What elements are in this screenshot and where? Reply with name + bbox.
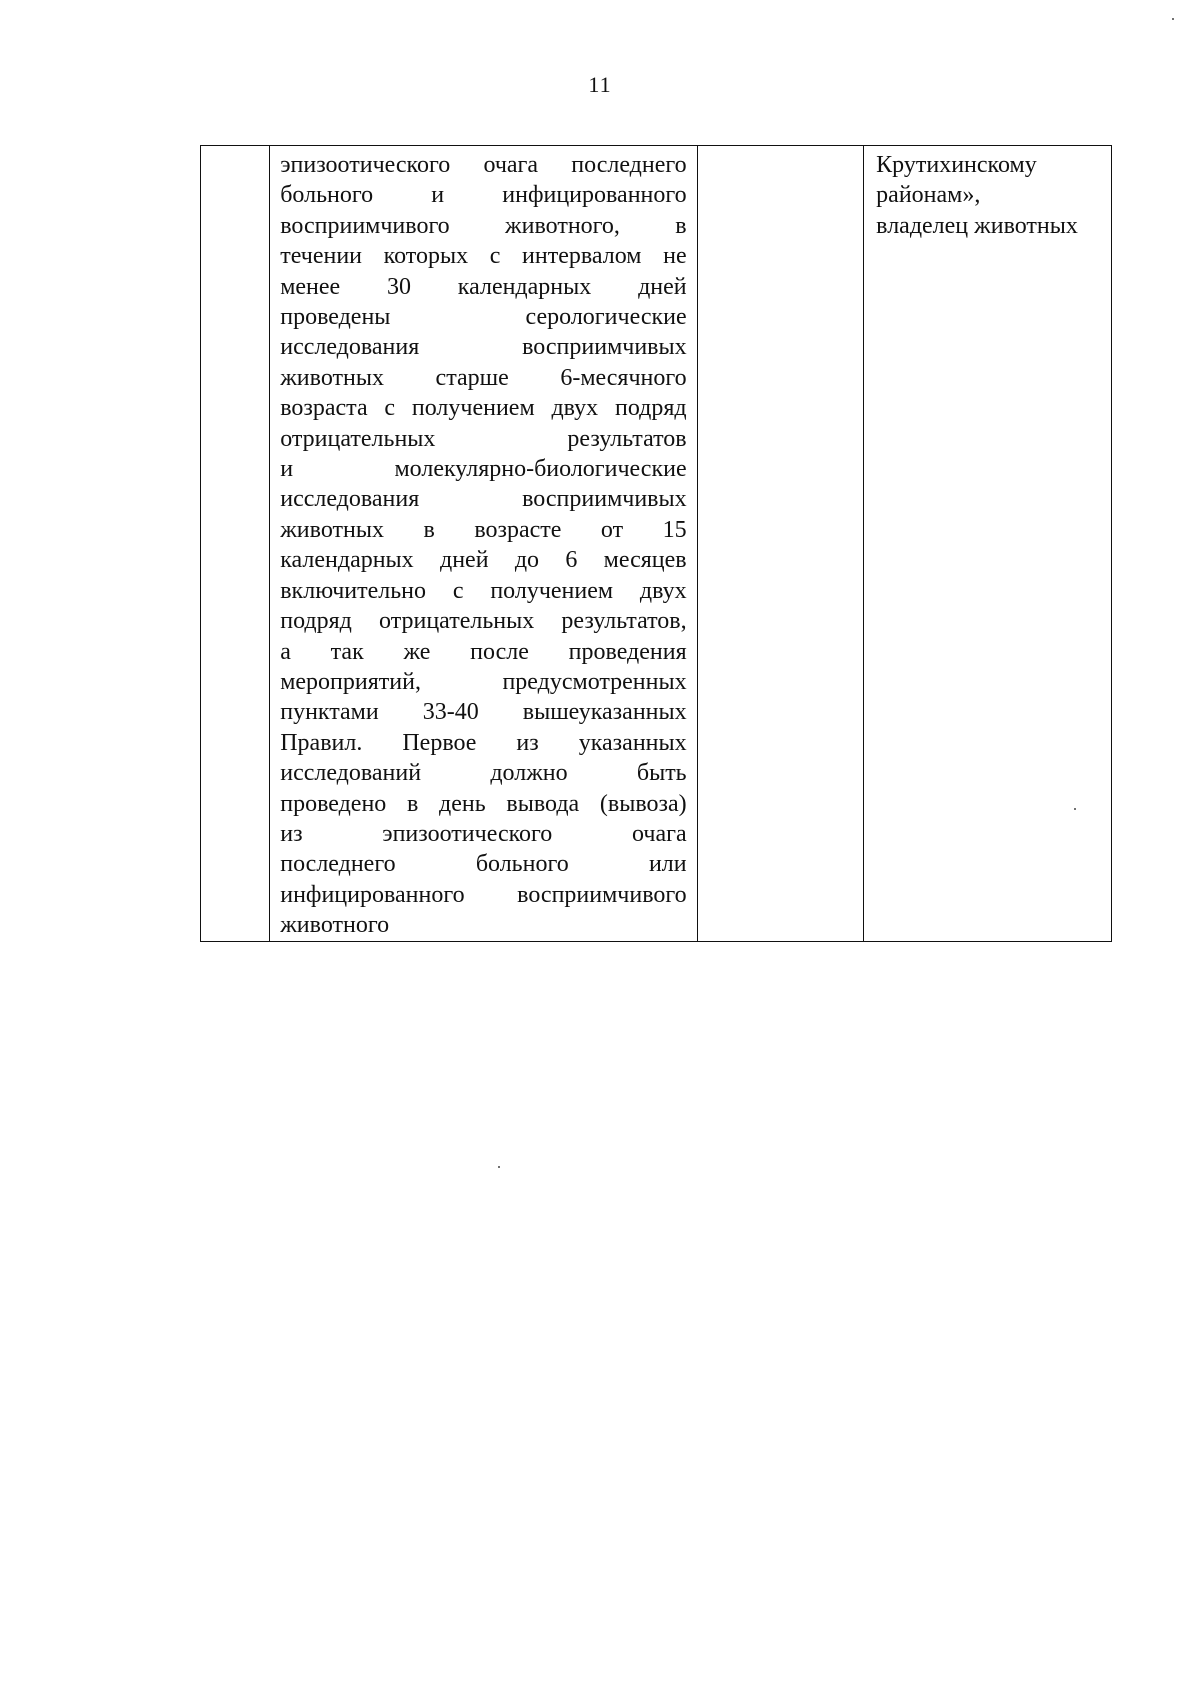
- measure-text-line: мероприятий, предусмотренных: [280, 668, 687, 695]
- measure-text-line: исследований должно быть: [280, 760, 687, 787]
- measure-text-line: инфицированного восприимчивого: [280, 881, 687, 908]
- measure-text-line: эпизоотического очага последнего: [280, 152, 687, 178]
- measure-text-line: календарных дней до 6 месяцев: [280, 547, 687, 574]
- scan-speck: [498, 1166, 500, 1168]
- measures-table: [200, 145, 1112, 942]
- responsible-text-line: Крутихинскому: [876, 152, 1037, 178]
- measure-text-line: восприимчивого животного, в: [280, 212, 687, 239]
- measure-text-line: и молекулярно-биологические: [280, 456, 687, 483]
- table-cell-responsible: [864, 146, 1112, 942]
- scan-speck: [1172, 18, 1174, 20]
- measure-text-line: отрицательных результатов: [280, 425, 687, 452]
- measure-text-line: а так же после проведения: [280, 638, 687, 665]
- responsible-text-line: владелец животных: [876, 212, 1078, 239]
- measure-text-line: из эпизоотического очага: [280, 820, 687, 847]
- measure-text-line: пунктами 33-40 вышеуказанных: [280, 699, 687, 726]
- measure-text-line: Правил. Первое из указанных: [280, 729, 687, 756]
- responsible-text: [864, 146, 1111, 241]
- measure-text-line: животных в возрасте от 15: [280, 516, 687, 543]
- table-cell-number: [201, 146, 270, 942]
- table-cell-deadline: [697, 146, 864, 942]
- measure-text-line: подряд отрицательных результатов,: [280, 608, 687, 635]
- measure-text-line: возраста с получением двух подряд: [280, 395, 687, 422]
- measure-text-line: течении которых с интервалом не: [280, 243, 687, 270]
- measure-text-line: проведены серологические: [280, 304, 687, 331]
- page-number: 11: [588, 72, 612, 97]
- table-cell-measure: [270, 146, 697, 942]
- measure-text-line: проведено в день вывода (вывоза): [280, 790, 687, 817]
- table-row: [201, 146, 1112, 942]
- measure-text-line: исследования восприимчивых: [280, 334, 687, 361]
- measure-text: [270, 146, 696, 941]
- measure-text-line: исследования восприимчивых: [280, 486, 687, 513]
- measure-text-line: последнего больного или: [280, 851, 687, 878]
- measure-text-line: животных старше 6-месячного: [280, 364, 687, 391]
- responsible-text-line: районам»,: [876, 182, 981, 209]
- measure-text-line: менее 30 календарных дней: [280, 273, 687, 300]
- scan-speck: [1074, 808, 1076, 810]
- measure-text-line: животного: [280, 912, 390, 939]
- measure-text-line: включительно с получением двух: [280, 577, 687, 604]
- measure-text-line: больного и инфицированного: [280, 182, 687, 209]
